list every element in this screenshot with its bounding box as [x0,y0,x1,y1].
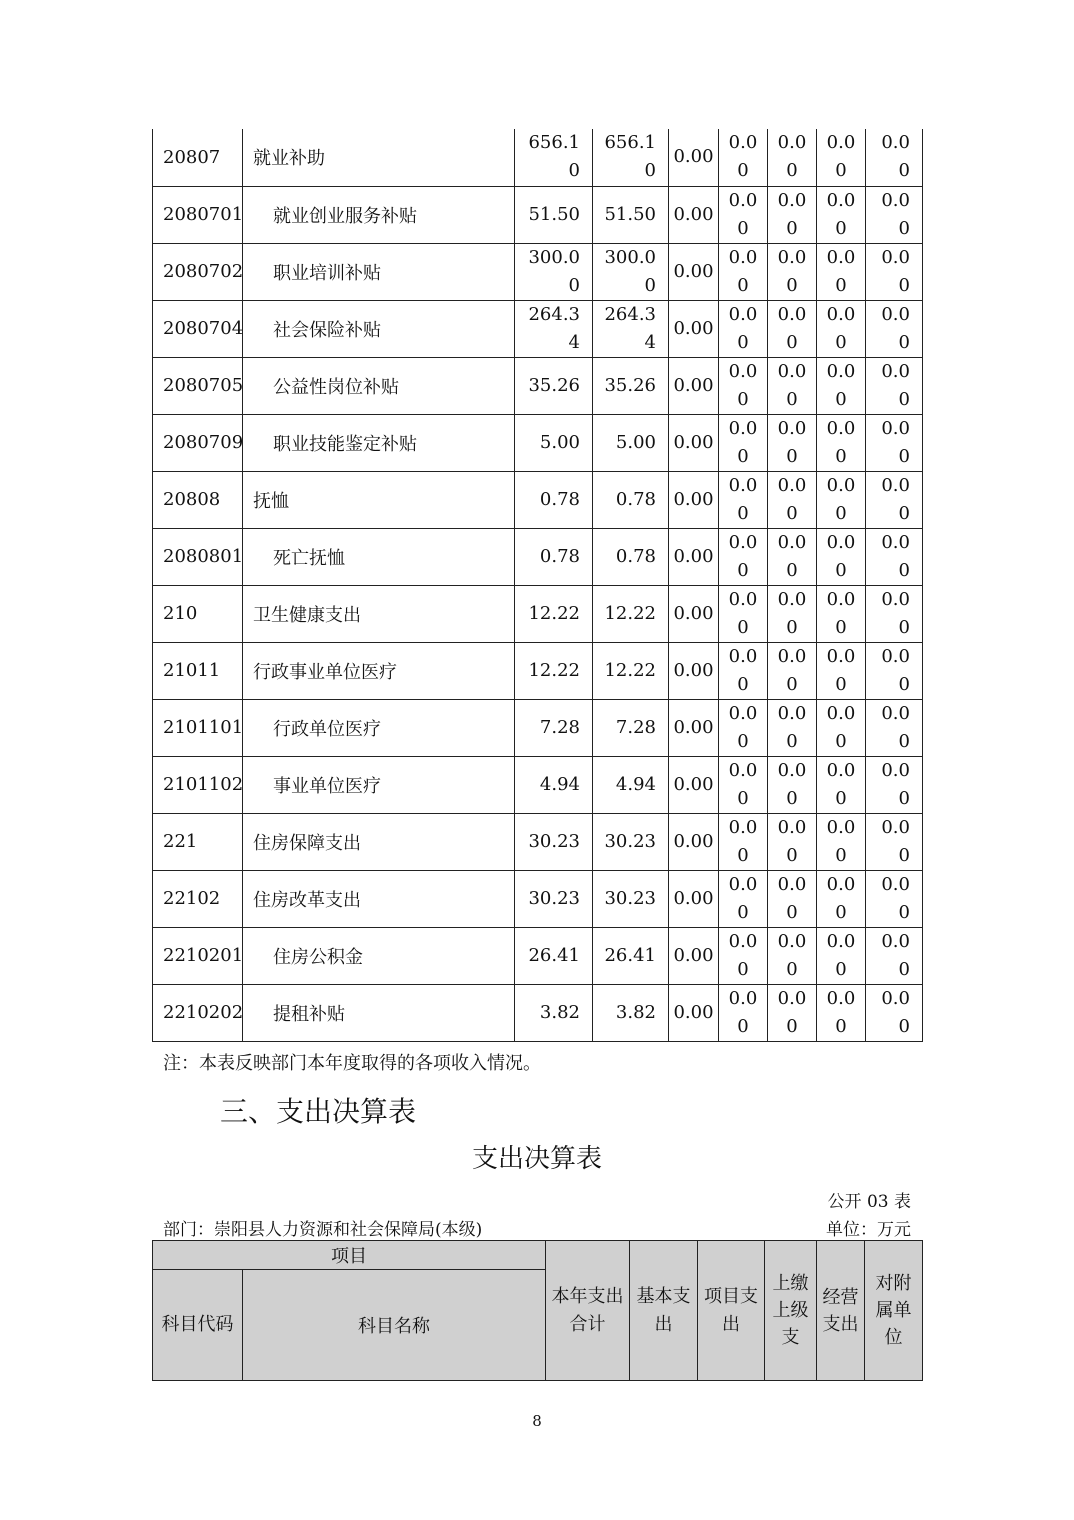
row-value: 0.00 [669,243,719,300]
row-value: 0.00 [866,699,923,756]
row-basic: 51.50 [593,186,669,243]
row-value: 0.00 [866,186,923,243]
row-value: 0.00 [768,927,817,984]
row-code: 21011 [153,642,243,699]
table-note: 注：本表反映部门本年度取得的各项收入情况。 [163,1053,541,1074]
row-value: 0.00 [866,300,923,357]
unit-label: 单位：万元 [826,1220,911,1240]
row-code: 2210201 [153,927,243,984]
table-row [153,756,923,813]
row-total: 3.82 [515,984,593,1041]
row-value: 0.00 [866,642,923,699]
row-value: 0.00 [768,984,817,1041]
row-name: 死亡抚恤 [243,528,515,585]
row-name: 行政事业单位医疗 [243,642,515,699]
row-value: 0.00 [719,813,768,870]
row-name: 职业培训补贴 [243,243,515,300]
row-value: 0.00 [866,927,923,984]
row-code: 2080702 [153,243,243,300]
row-basic: 12.22 [593,642,669,699]
row-name: 行政单位医疗 [243,699,515,756]
row-value: 0.00 [768,414,817,471]
row-basic: 12.22 [593,585,669,642]
row-total: 5.00 [515,414,593,471]
table-title: 支出决算表 [471,1144,602,1174]
section-heading: 三、支出决算表 [220,1095,417,1128]
row-value: 0.00 [817,642,866,699]
row-code: 2101101 [153,699,243,756]
table-row [153,984,923,1041]
row-value: 0.00 [719,528,768,585]
row-basic: 300.00 [593,243,669,300]
row-value: 0.00 [768,699,817,756]
table-number: 公开 03 表 [827,1192,911,1212]
row-basic: 35.26 [593,357,669,414]
row-value: 0.00 [768,585,817,642]
row-value: 0.00 [719,756,768,813]
header-affiliated: 对附属单位 [865,1241,923,1381]
row-value: 0.00 [817,813,866,870]
row-total: 264.34 [515,300,593,357]
row-value: 0.00 [866,357,923,414]
row-name: 公益性岗位补贴 [243,357,515,414]
row-value: 0.00 [768,642,817,699]
table-row [153,813,923,870]
row-total: 7.28 [515,699,593,756]
row-value: 0.00 [719,927,768,984]
row-value: 0.00 [669,357,719,414]
row-value: 0.00 [669,984,719,1041]
row-value: 0.00 [817,756,866,813]
row-basic: 26.41 [593,927,669,984]
row-value: 0.00 [768,300,817,357]
header-code: 科目代码 [153,1270,243,1381]
table-row [153,414,923,471]
header-basic: 基本支出 [630,1241,698,1381]
row-value: 0.00 [669,699,719,756]
row-basic: 7.28 [593,699,669,756]
row-name: 提租补贴 [243,984,515,1041]
row-code: 221 [153,813,243,870]
row-basic: 264.34 [593,300,669,357]
row-value: 0.00 [817,243,866,300]
row-code: 2080704 [153,300,243,357]
row-basic: 5.00 [593,414,669,471]
row-code: 2080705 [153,357,243,414]
table-row [153,585,923,642]
row-value: 0.00 [768,870,817,927]
row-value: 0.00 [768,756,817,813]
row-basic: 30.23 [593,870,669,927]
row-basic: 0.78 [593,471,669,528]
page-number: 8 [532,1412,542,1430]
row-basic: 656.10 [593,129,669,186]
row-basic: 3.82 [593,984,669,1041]
row-value: 0.00 [719,585,768,642]
row-value: 0.00 [817,471,866,528]
row-code: 210 [153,585,243,642]
row-value: 0.00 [866,870,923,927]
row-total: 30.23 [515,870,593,927]
row-value: 0.00 [866,129,923,186]
table-row [153,129,923,186]
row-total: 4.94 [515,756,593,813]
row-value: 0.00 [817,129,866,186]
row-code: 20807 [153,129,243,186]
header-business: 经营支出 [817,1241,865,1381]
row-name: 住房改革支出 [243,870,515,927]
row-value: 0.00 [768,357,817,414]
row-value: 0.00 [768,186,817,243]
row-value: 0.00 [719,642,768,699]
department-label: 部门：崇阳县人力资源和社会保障局(本级) [163,1220,483,1240]
header-total: 本年支出合计 [546,1241,630,1381]
row-value: 0.00 [768,243,817,300]
row-name: 抚恤 [243,471,515,528]
row-name: 卫生健康支出 [243,585,515,642]
row-name: 住房公积金 [243,927,515,984]
row-value: 0.00 [719,870,768,927]
row-basic: 4.94 [593,756,669,813]
row-value: 0.00 [669,129,719,186]
row-value: 0.00 [817,699,866,756]
table-row [153,642,923,699]
row-value: 0.00 [669,870,719,927]
table-row [153,471,923,528]
row-code: 2210202 [153,984,243,1041]
row-name: 职业技能鉴定补贴 [243,414,515,471]
table-row [153,927,923,984]
row-code: 2080701 [153,186,243,243]
row-value: 0.00 [719,300,768,357]
row-value: 0.00 [669,642,719,699]
row-total: 0.78 [515,471,593,528]
row-value: 0.00 [866,528,923,585]
row-value: 0.00 [669,585,719,642]
table-row [153,528,923,585]
row-total: 35.26 [515,357,593,414]
row-total: 300.00 [515,243,593,300]
row-value: 0.00 [719,699,768,756]
row-value: 0.00 [669,813,719,870]
row-value: 0.00 [866,414,923,471]
row-value: 0.00 [817,357,866,414]
row-basic: 0.78 [593,528,669,585]
row-value: 0.00 [768,813,817,870]
row-value: 0.00 [669,528,719,585]
row-total: 656.10 [515,129,593,186]
table-row [153,186,923,243]
row-total: 26.41 [515,927,593,984]
expense-table-header [152,1240,923,1381]
row-value: 0.00 [669,756,719,813]
table-row [153,357,923,414]
row-value: 0.00 [866,471,923,528]
row-total: 12.22 [515,585,593,642]
row-code: 2080801 [153,528,243,585]
row-code: 2101102 [153,756,243,813]
row-code: 20808 [153,471,243,528]
row-value: 0.00 [768,471,817,528]
row-value: 0.00 [866,756,923,813]
table-row [153,699,923,756]
header-project-expense: 项目支出 [698,1241,765,1381]
row-value: 0.00 [719,414,768,471]
table-row [153,243,923,300]
row-value: 0.00 [817,585,866,642]
row-value: 0.00 [669,927,719,984]
row-basic: 30.23 [593,813,669,870]
row-value: 0.00 [817,300,866,357]
row-value: 0.00 [817,870,866,927]
row-value: 0.00 [768,528,817,585]
row-total: 30.23 [515,813,593,870]
row-name: 事业单位医疗 [243,756,515,813]
header-upper-payment: 上缴上级支 [765,1241,817,1381]
row-value: 0.00 [866,984,923,1041]
row-total: 51.50 [515,186,593,243]
row-value: 0.00 [719,186,768,243]
row-name: 就业创业服务补贴 [243,186,515,243]
row-total: 12.22 [515,642,593,699]
row-code: 2080709 [153,414,243,471]
row-value: 0.00 [817,984,866,1041]
table-row [153,300,923,357]
row-value: 0.00 [866,585,923,642]
row-code: 22102 [153,870,243,927]
header-project: 项目 [153,1241,546,1270]
row-value: 0.00 [719,129,768,186]
row-value: 0.00 [669,186,719,243]
row-value: 0.00 [669,471,719,528]
row-value: 0.00 [719,243,768,300]
row-total: 0.78 [515,528,593,585]
row-value: 0.00 [719,471,768,528]
income-table [152,129,923,1042]
row-value: 0.00 [768,129,817,186]
row-value: 0.00 [817,528,866,585]
row-name: 社会保险补贴 [243,300,515,357]
row-value: 0.00 [669,300,719,357]
row-value: 0.00 [817,927,866,984]
row-name: 就业补助 [243,129,515,186]
row-value: 0.00 [719,984,768,1041]
row-value: 0.00 [719,357,768,414]
row-value: 0.00 [866,813,923,870]
row-name: 住房保障支出 [243,813,515,870]
row-value: 0.00 [817,186,866,243]
row-value: 0.00 [817,414,866,471]
row-value: 0.00 [669,414,719,471]
table-row [153,870,923,927]
header-name: 科目名称 [243,1270,546,1381]
row-value: 0.00 [866,243,923,300]
